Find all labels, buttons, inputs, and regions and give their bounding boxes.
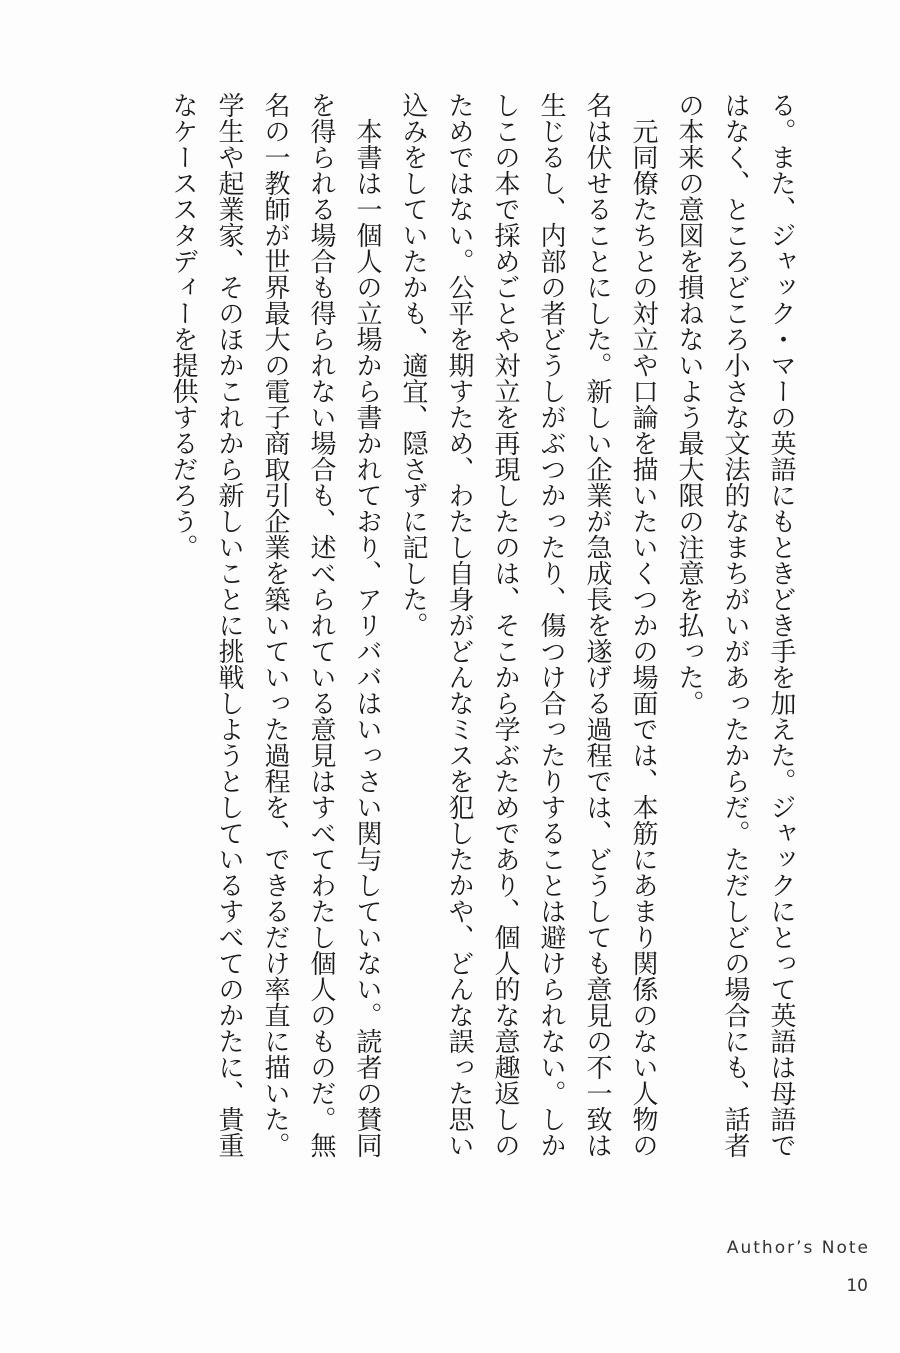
running-footer-label: Author’s Note: [726, 1238, 870, 1258]
page-number: 10: [846, 1276, 868, 1296]
vertical-text-body: [160, 92, 804, 1172]
paragraph-2: 元同僚たちとの対立や口論を描いたいくつかの場面では、本筋にあまり関係のない人物の名は伏せることにした。新しい企業が急成長を遂げる過程では、どうしても意見の不一致は生じるし、内部の者どうしがぶつかったり、傷つけ合ったりすることは避けられない。しかしこの本で採めごとや対立を再現したのは、そこから学ぶためであり、個人的な意趣返しのためではない。公平を期すため、わたし自身がどんなミスを犯したかや、どんな誤った思い込みをしていたかも、適宜、隠さずに記した。: [398, 92, 658, 1158]
paragraph-3: 本書は一個人の立場から書かれており、アリババはいっさい関与していない。読者の賛同を得られる場合も得られない場合も、述べられている意見はすべてわたし個人のものだ。無名の一教師が世界最大の電子商取引企業を築いていった過程を、できるだけ率直に描いた。学生や起業家、そのほかこれから新しいことに挑戦しようとしているすべてのかたに、貴重なケーススタディーを提供するだろう。: [168, 92, 382, 1158]
paragraph-1: る。また、ジャック・マーの英語にもときどき手を加えた。ジャックにとって英語は母語ではなく、ところどころ小さな文法的なまちがいがあったからだ。ただしどの場合にも、話者の本来の意図を損ねないよう最大限の注意を払った。: [674, 92, 796, 1158]
